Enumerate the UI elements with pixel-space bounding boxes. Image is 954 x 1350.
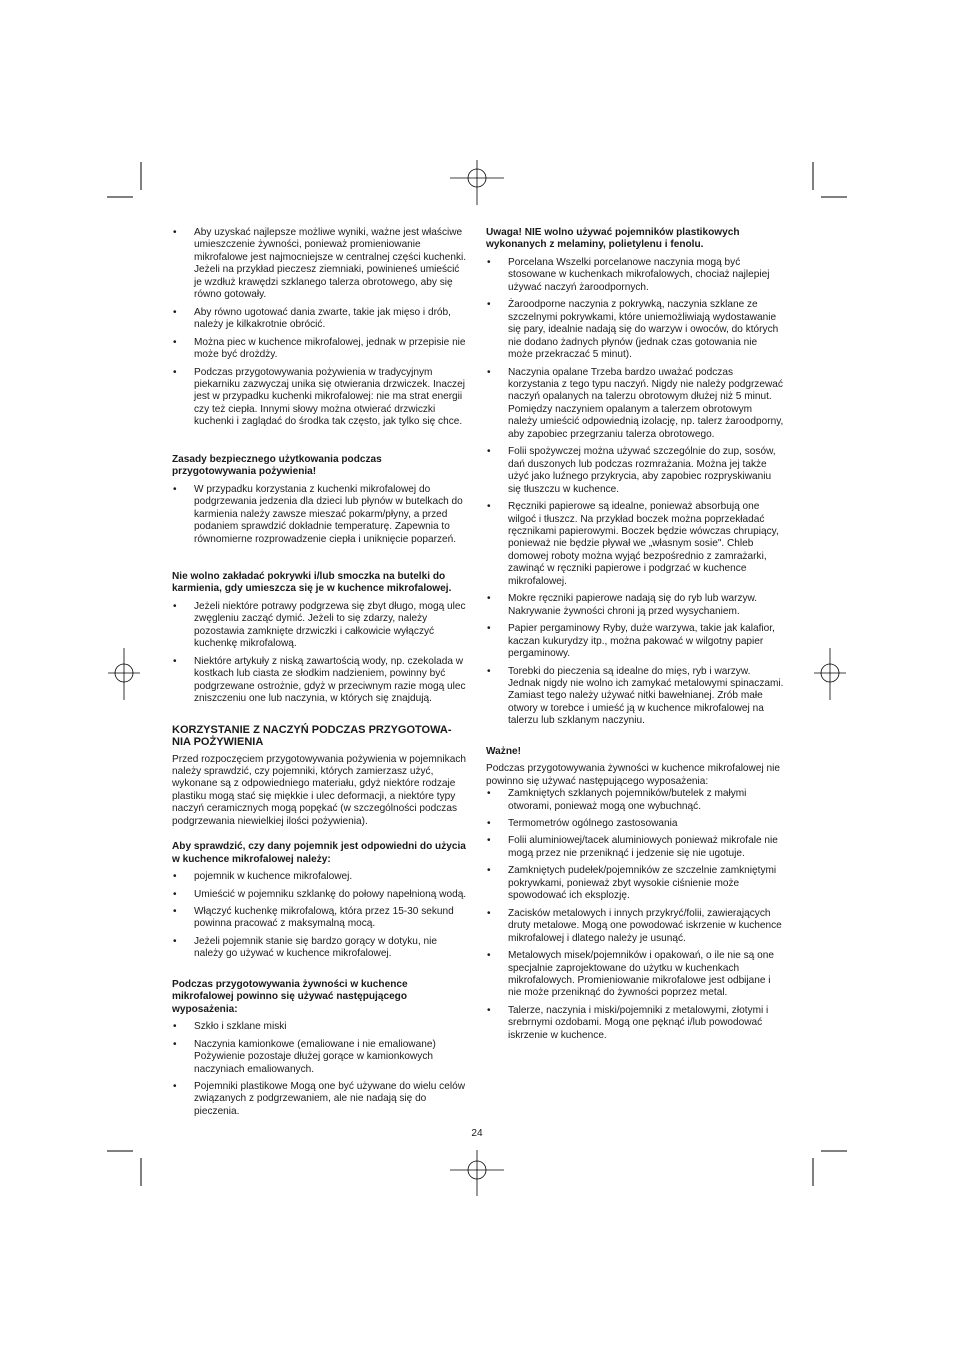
list-item: • Folii aluminiowej/tacek aluminiowych ponieważ mikrofale nie mogą przez nie przeniknąć i jedzenie się nie ugotuje. — [486, 835, 784, 860]
page-number: 24 — [471, 1128, 483, 1139]
list-item: • pojemnik w kuchence mikrofalowej. — [172, 871, 468, 883]
intro-list — [172, 227, 468, 429]
list-item: • Niektóre artykuły z niską zawartością wody, np. czekolada w kostkach lub ciasta ze słodkim nadzieniem, powinny być podgrzewane ostrożnie, gdyż w przeciwnym razie mogą ulec zniszczeniu one lub naczynia, w których się znajdują. — [172, 656, 468, 706]
containers-section-heading: KORZYSTANIE Z NACZYŃ PODCZAS PRZYGOTOWA-NIA POŻYWIENIA — [172, 723, 452, 748]
lids-heading: Nie wolno zakładać pokrywki i/lub smoczka na butelki do karmienia, gdy umieszcza się je w kuchence mikrofalowej. — [172, 570, 452, 595]
safety-heading: Zasady bezpiecznego użytkowania podczas przygotowywania pożywienia! — [172, 453, 382, 478]
list-item: • Szkło i szklane miski — [172, 1021, 468, 1033]
list-item: • Mokre ręczniki papierowe nadają się do ryb lub warzyw. Nakrywanie żywności chroni ją przed wysychaniem. — [486, 593, 784, 618]
list-item: • Żaroodporne naczynia z pokrywką, naczynia szklane ze szczelnymi pokrywkami, które uniemożliwiają wydostawanie się pary, idealnie nadają się do warzyw i owoców, do których nie dodano żadnych płynów (jednak czas gotowania nie może przekraczać 5 minut). — [486, 299, 784, 361]
equipment-list — [172, 1021, 468, 1118]
warning-heading: Uwaga! NIE wolno używać pojemników plastikowych wykonanych z melaminy, polietylenu i fenolu. — [486, 227, 740, 251]
list-item: • Naczynia opalane Trzeba bardzo uważać podczas korzystania z tego typu naczyń. Nigdy nie należy podgrzewać naczyń opalanych na talerzu obrotowym dłużej niż 5 minut. Pomiędzy naczyniem opalanym a talerzem obrotowym należy umieścić odpowiednią izolację, np. talerz żaroodporny, aby zapobiec przegrzaniu talerza obrotowego. — [486, 367, 784, 442]
list-item: • Pojemniki plastikowe Mogą one być używane do wielu celów związanych z podgrzewaniem, ale nie nadają się do pieczenia. — [172, 1081, 468, 1118]
list-item: • Jeżeli niektóre potrawy podgrzewa się zbyt długo, mogą ulec zwęgleniu zacząć dymić. Jeżeli to się zdarzy, należy pozostawia zamknięte drzwiczki i całkowicie wyłączyć kuchenkę mikrofalową. — [172, 601, 468, 651]
list-item: • Jeżeli pojemnik stanie się bardzo gorący w dotyku, nie należy go używać w kuchence mikrofalowej. — [172, 936, 468, 961]
list-item: • Folii spożywczej można używać szczególnie do zup, sosów, dań duszonych lub podczas rozmrażania. Można jej także użyć jako luźnego przykrycia, aby zapobiec rozpryskiwaniu się tłuszczu w kuchence. — [486, 446, 784, 496]
important-intro: Podczas przygotowywania żywności w kuchence mikrofalowej nie powinno się używać następującego wyposażenia: — [486, 763, 780, 787]
list-item: • Włączyć kuchenkę mikrofalową, która przez 15-30 sekund powinna pracować z maksymalną mocą. — [172, 906, 468, 931]
list-item: • Metalowych misek/pojemników i opakowań, o ile nie są one specjalnie zaprojektowane do użytku w kuchenkach mikrofalowych. Promieniowanie mikrofalowe jest odbijane i nie może przeniknąć do żywności poprzez metal. — [486, 950, 784, 1000]
list-item: • Można piec w kuchence mikrofalowej, jednak w przepisie nie może być drożdży. — [172, 337, 468, 362]
containers-paragraph: Przed rozpoczęciem przygotowywania pożywienia w pojemnikach należy sprawdzić, czy pojemniki, których zamierzasz użyć, wykonane są z odpowiedniego materiału, gdyż niektóre rodzaje plastiku mogą stać się miękkie i ulec deformacji, a niektóre typy naczyń ceramicznych mogą popękać (w szczególności podczas podgrzewania niewielkiej ilości pożywienia). — [172, 753, 466, 827]
list-item: • Zacisków metalowych i innych przykryć/folii, zawierających druty metalowe. Mogą one powodować iskrzenie w kuchence mikrofalowej i dlatego należy je usunąć. — [486, 908, 784, 945]
important-list — [486, 788, 784, 1042]
warning-list — [486, 257, 784, 728]
check-heading: Aby sprawdzić, czy dany pojemnik jest odpowiedni do użycia w kuchence mikrofalowej należy: — [172, 841, 466, 865]
list-item: • Ręczniki papierowe są idealne, ponieważ absorbują one wilgoć i tłuszcz. Na przykład boczek można poprzekładać ręcznikami papierowymi. Boczek będzie wówczas chrupiący, ponieważ nie będzie pływał we „własnym sosie". Chleb domowej roboty można wyjąć bezpośrednio z zamrażarki, zawinąć w ręczniki papierowe i podgrzać w kuchence mikrofalowej. — [486, 501, 784, 588]
list-item: • Talerze, naczynia i miski/pojemniki z metalowymi, złotymi i srebrnymi ozdobami. Mogą one pęknąć i/lub powodować iskrzenie w kuchence. — [486, 1005, 784, 1042]
check-list — [172, 871, 468, 961]
important-heading: Ważne! — [486, 745, 521, 757]
list-item: • Porcelana Wszelki porcelanowe naczynia mogą być stosowane w kuchenkach mikrofalowych, chociaż najlepiej używać naczyń żaroodpornych. — [486, 257, 784, 294]
list-item: • Zamkniętych szklanych pojemników/butelek z małymi otworami, ponieważ mogą one wybuchnąć. — [486, 788, 784, 813]
left-column — [172, 227, 468, 1123]
list-item: • Torebki do pieczenia są idealne do mięs, ryb i warzyw. Jednak nigdy nie wolno ich zamykać metalowymi spinaczami. Zamiast tego należy używać nitki bawełnianej. Zrób małe otwory w torebce i umieść ją w kuchence mikrofalowej na talerzu lub szklanym naczyniu. — [486, 666, 784, 728]
equipment-heading: Podczas przygotowywania żywności w kuchence mikrofalowej powinno się używać następującego wyposażenia: — [172, 978, 408, 1015]
list-item: • Zamkniętych pudełek/pojemników ze szczelnie zamkniętymi pokrywkami, ponieważ zbyt wysokie ciśnienie może spowodować ich eksplozję. — [486, 865, 784, 902]
lids-list — [172, 601, 468, 706]
list-item: • Termometrów ogólnego zastosowania — [486, 818, 784, 830]
list-item: • Umieścić w pojemniku szklankę do połowy napełnioną wodą. — [172, 889, 468, 901]
list-item: • Naczynia kamionkowe (emaliowane i nie emaliowane) Pożywienie pozostaje dłużej gorące w kamionkowych naczyniach emaliowanych. — [172, 1039, 468, 1076]
list-item: • W przypadku korzystania z kuchenki mikrofalowej do podgrzewania jedzenia dla dzieci lub płynów w butelkach do karmienia należy zawsze mieszać pokarm/płyny, a przed podaniem sprawdzić dokładnie temperaturę. Zapewnia to równomierne rozprowadzenie ciepła i uniknięcie poparzeń. — [172, 484, 468, 546]
list-item: • Aby równo ugotować dania zwarte, takie jak mięso i drób, należy je kilkakrotnie obrócić. — [172, 307, 468, 332]
safety-list — [172, 484, 468, 546]
list-item: • Podczas przygotowywania pożywienia w tradycyjnym piekarniku zazwyczaj unika się otwierania drzwiczek. Inaczej jest w przypadku kuchenki mikrofalowej: nie ma strat energii czy też ciepła. Innymi słowy można otwierać drzwiczki kuchenki i zaglądać do środka tak często, jak tylko się chce. — [172, 367, 468, 429]
right-column — [486, 227, 784, 1047]
list-item: • Aby uzyskać najlepsze możliwe wyniki, ważne jest właściwe umieszczenie żywności, ponieważ promieniowanie mikrofalowe jest najmocniejsze w centralnej części kuchenki. Jeżeli na przykład pieczesz ziemniaki, powinieneś umieścić je wzdłuż krawędzi szklanego talerza obrotowego, aby się równo gotowały. — [172, 227, 468, 302]
list-item: • Papier pergaminowy Ryby, duże warzywa, takie jak kalafior, kaczan kukurydzy itp., można pakować w wilgotny papier pergaminowy. — [486, 623, 784, 660]
